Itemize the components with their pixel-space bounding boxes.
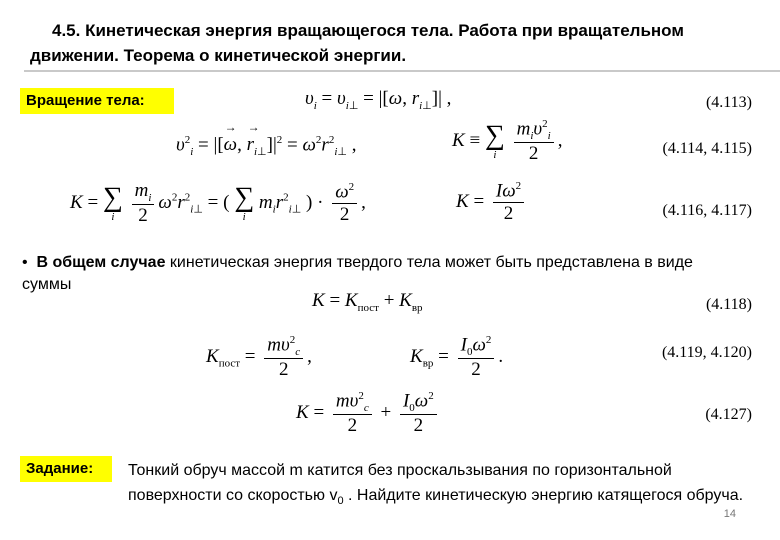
formula-4-113: $\upsilon_i = \upsilon_{i\perp} = |[\omega$, $r_{i\perp}]|$ ,: [305, 88, 452, 112]
formula-4-116: K = ∑ i $\frac{m_i}{2}$ $\omega^2r^2_{i\perp}$ = ( ∑ i $m_ir^2_{i\perp}$ ) · $\frac{\omega^2}{2}$ ,: [70, 180, 366, 226]
bullet-marker: •: [22, 254, 28, 271]
eq-number-4-119: (4.119, 4.120): [661, 344, 752, 361]
formula-4-117: K = $\frac{I\omega^2}{2}$: [456, 180, 528, 225]
slide-title: [30, 18, 750, 68]
title-line-2: движении. Теорема о кинетической энергии.: [30, 46, 407, 65]
task-text-before: Тонкий обруч массой m катится без проскальзывания по горизонтальной поверхности со скоростью v: [128, 462, 672, 504]
task-text: [128, 458, 748, 514]
eq-number-4-127: (4.127): [705, 406, 752, 423]
general-case-bold: В общем случае: [36, 254, 166, 271]
formula-4-127: K = $\frac{m\upsilon^2_c}{2}$ + $\frac{I_0\omega^2}{2}$: [296, 390, 441, 437]
task-label: Задание:: [20, 456, 112, 482]
formula-4-114: $\upsilon^2_i$ = |[→ ω, → $r_{i\perp}]|^2 = \omega^2r^2_{i\perp}$ ,: [176, 134, 356, 158]
eq-number-4-116: (4.116, 4.117): [662, 202, 752, 219]
title-line-1: 4.5. Кинетическая энергия вращающегося тела. Работа при вращательном: [52, 21, 684, 40]
formula-4-119: $K_{пост}$ = $\frac{m\upsilon^2_c}{2}$ ,: [206, 334, 312, 381]
rotation-label: Вращение тела:: [20, 88, 174, 114]
eq-number-4-118: (4.118): [705, 296, 752, 313]
formula-4-115: K ≡ ∑ i $\frac{m_i\upsilon^2_i}{2}$ ,: [452, 118, 563, 165]
formula-4-118: $K = K_{пост} + K_{вр}$: [312, 290, 423, 314]
task-text-after: . Найдите кинетическую энергию катящегося обруча.: [343, 487, 744, 504]
formula-4-120: $K_{вр}$ = $\frac{I_0\omega^2}{2}$ .: [410, 334, 504, 381]
task-velocity-subscript: 0: [337, 495, 344, 508]
title-divider: [24, 70, 780, 72]
page-number: 14: [723, 508, 736, 520]
eq-number-4-114: (4.114, 4.115): [662, 140, 752, 157]
general-case-rest: кинетическая энергия твердого тела может быть представлена в виде суммы: [22, 254, 693, 293]
eq-number-4-113: (4.113): [705, 94, 752, 111]
